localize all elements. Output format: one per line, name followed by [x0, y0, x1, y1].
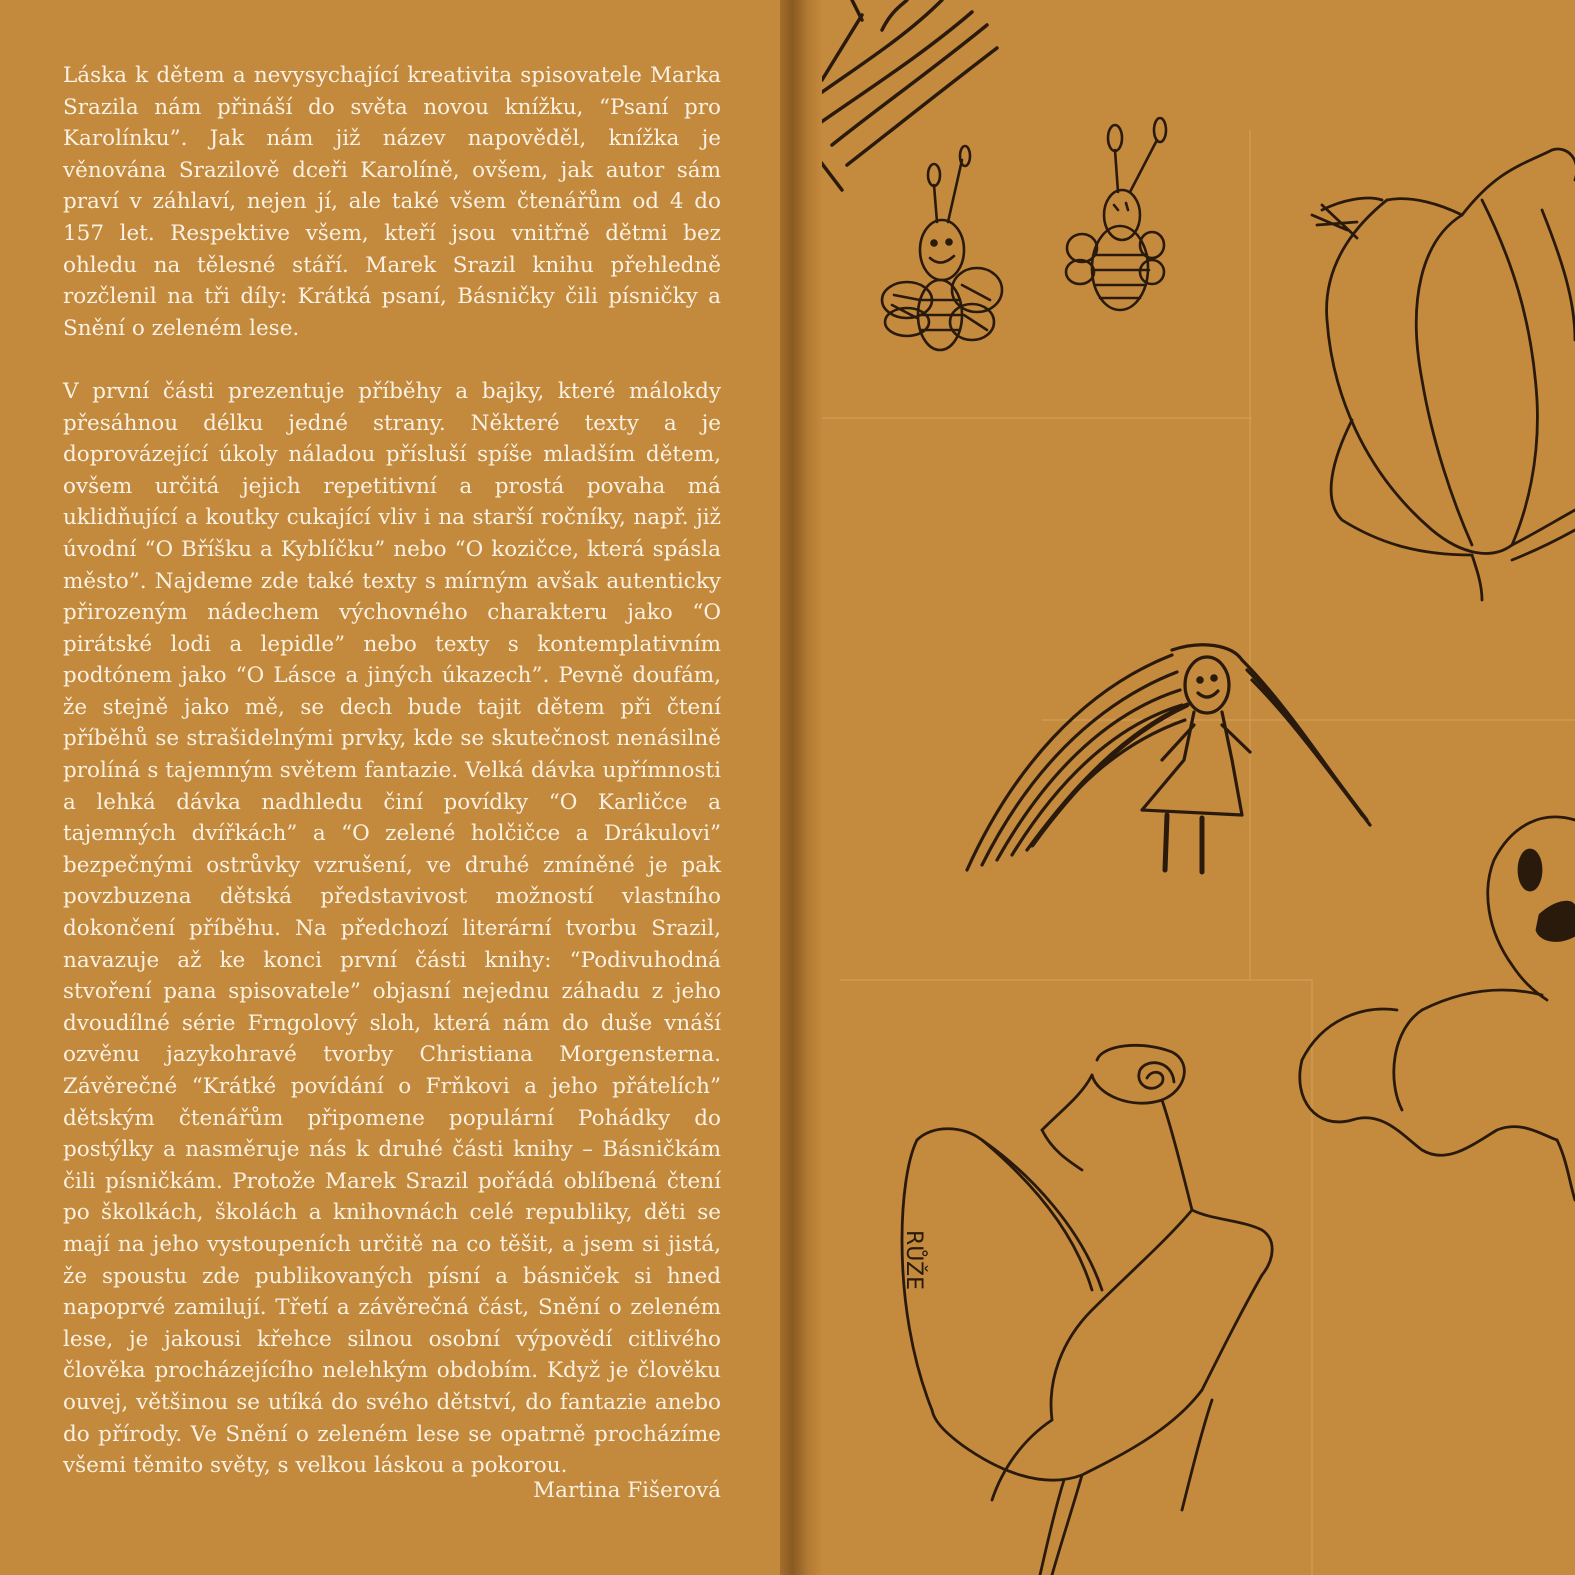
- article-text: [63, 60, 721, 1513]
- bee-drawing-left: [882, 146, 1002, 350]
- ghost-drawing: [1300, 817, 1575, 1200]
- rose-drawing: [901, 1045, 1272, 1575]
- right-page: [822, 0, 1575, 1575]
- hatched-lines-drawing: [822, 0, 997, 190]
- paragraph-intro: Láska k dětem a nevysychající kreativita spisovatele Marka Srazila nám přináší do světa novou knížku, “Psaní pro Karolínku”. Jak nám již název napověděl, knížka je věnována Srazilově dceři Karolíně, ovšem, jak autor sám praví v záhlaví, nejen jí, ale také všem čtenářům od 4 do 157 let. Respektive všem, kteří jsou vnitřně dětmi bez ohledu na tělesné stáří. Marek Srazil knihu přehledně rozčlenil na tři díly: Krátká psaní, Básničky čili písničky a Snění o zeleném lese.: [63, 63, 721, 341]
- book-gutter-shadow: [780, 0, 822, 1575]
- girl-drawing: [967, 645, 1370, 872]
- tulip-drawing-top: [1312, 149, 1575, 600]
- drawing-label-text: RŮŽE: [901, 1230, 926, 1290]
- paragraph-body: V první části prezentuje příběhy a bajky, které málokdy přesáhnou délku jedné strany. Některé texty a je doprovázející úkoly náladou přísluší spíše mladším dětem, ovšem určitá jejich repetitivní a prostá povaha má uklidňující a koutky cukající vliv i na starší ročníky, např. již úvodní “O Bříšku a Kyblíčku” nebo “O kozičce, která spásla město”. Najdeme zde také texty s mírným avšak autenticky přirozeným nádechem výchovného charakteru jako “O pirátské lodi a lepidle” nebo texty s kontemplativním podtónem jako “O Lásce a jiných úkazech”. Pevně doufám, že stejně jako mě, se dech bude tajit dětem při čtení příběhů se strašidelnými prvky, kde se skutečnost nenásilně prolíná s tajemným světem fantazie. Velká dávka upřímnosti a lehká dávka nadhledu činí povídky “O Karličce a tajemných dvířkách” a “O zelené holčičce a Drákulovi” bezpečnými ostrůvky vzrušení, ve druhé zmíněné je pak povzbuzena dětská představivost možností vlastního dokončení příběhu. Na předchozí literární tvorbu Srazil, navazuje až ke konci první části knihy: “Podivuhodná stvoření pana spisovatele” objasní nejednu záhadu z jeho dvoudílné série Frngolový sloh, která nám do duše vnáší ozvěnu jazykohravé tvorby Christiana Morgensterna. Závěrečné “Krátké povídání o Frňkovi a jeho přátelích” dětským čtenářům připomene populární Pohádky do postýlky a nasměruje nás k druhé části knihy – Básničkám čili písničkám. Protože Marek Srazil pořádá oblíbená čtení po školkách, školách a knihovnách celé republiky, děti se mají na jeho vystoupeních určitě na co těšit, a jsem si jistá, že spoustu zde publikovaných písní a básniček si hned napoprvé zamilují. Třetí a závěrečná část, Snění o zeleném lese, je jakousi křehce silnou osobní výpovědí citlivého člověka procházejícího nelehkým obdobím. Když je člověku ouvej, většinou se utíká do svého dětství, do fantazie anebo do přírody. Ve Snění o zeleném lese se opatrně procházíme všemi těmito světy, s velkou láskou a pokorou.: [63, 378, 721, 1479]
- paper-patch-outlines: [822, 130, 1575, 1575]
- children-drawings: [822, 0, 1575, 1575]
- bee-drawing-right: [1066, 118, 1166, 310]
- author-signature: Martina Fišerová: [533, 1478, 721, 1503]
